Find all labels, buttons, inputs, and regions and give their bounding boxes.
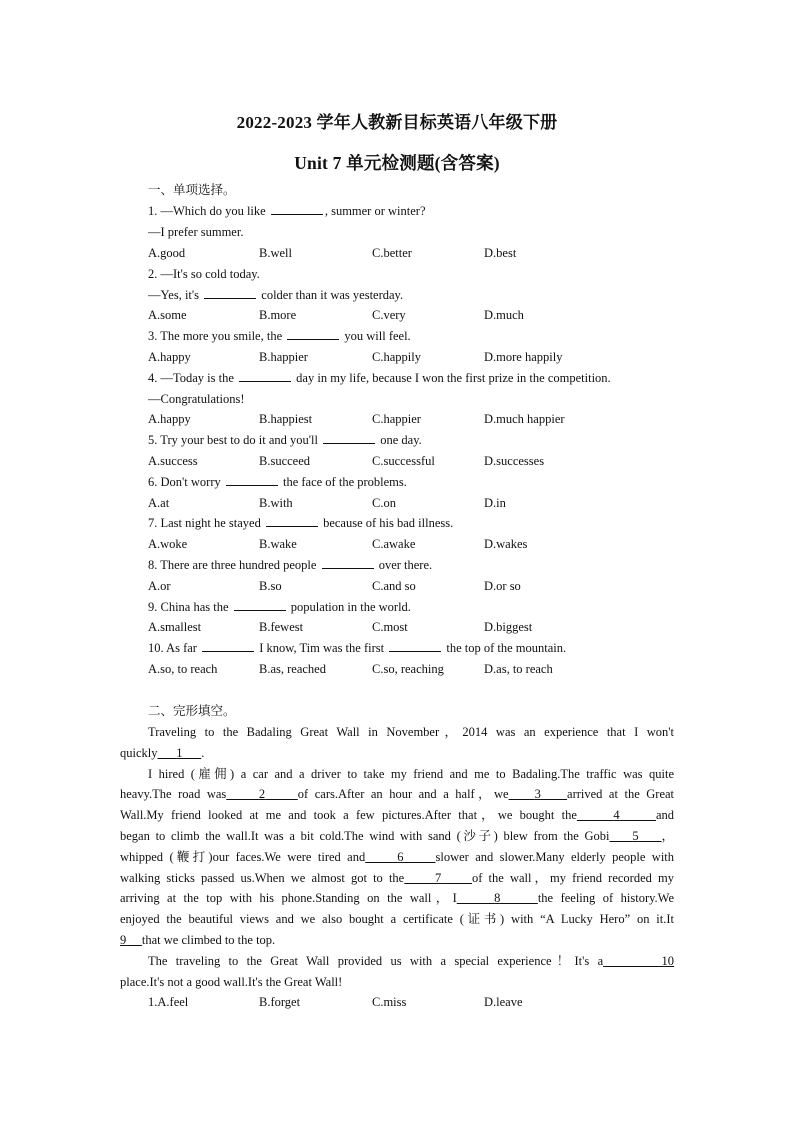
option-a: A.some	[148, 308, 187, 322]
question-reply: —I prefer summer.	[148, 225, 244, 239]
passage-line: heavy.The road was 2 of cars.After an hour and a half，we 3 arrived at the Great	[120, 787, 675, 802]
option-c: C.better	[372, 246, 412, 260]
question-stem: 1. —Which do you like , summer or winter?	[148, 204, 426, 218]
option-a: A.good	[148, 246, 186, 260]
option-c: C.happier	[372, 412, 421, 426]
passage-line: quickly 1 .	[120, 745, 205, 760]
question-options	[148, 453, 708, 469]
option-d: D.wakes	[484, 537, 528, 551]
blank-number: 10	[661, 953, 674, 968]
document-subtitle: Unit 7 单元检测题(含答案)	[294, 153, 500, 173]
blank-number: 6	[397, 849, 404, 864]
blank-number: 9	[120, 932, 127, 947]
question-stem: 9. China has the population in the world.	[148, 600, 411, 614]
option-a: A.at	[148, 496, 170, 510]
question-stem: 10. As far I know, Tim was the first the top of the mountain.	[148, 641, 567, 655]
question-stem: 3. The more you smile, the you will feel.	[148, 329, 411, 343]
option-c: C.miss	[372, 995, 407, 1009]
question-reply: —Yes, it's colder than it was yesterday.	[148, 288, 404, 302]
question-options	[148, 661, 708, 677]
question-options	[148, 578, 708, 594]
passage-line: walking sticks passed us.When we almost got to the 7 of the wall，my friend recorded my	[120, 870, 675, 885]
passage-line: I hired (雇佣) a car and a driver to take my friend and me to Badaling.The traffic was quite	[148, 766, 674, 781]
option-d: D.in	[484, 496, 506, 510]
document-title: 2022-2023 学年人教新目标英语八年级下册	[236, 113, 558, 132]
passage-line: enjoyed the beautiful views and we also bought a certificate (证书) with “A Lucky Hero” on it.It	[120, 912, 674, 927]
blank-number: 7	[434, 870, 442, 885]
option-b: B.wake	[259, 537, 297, 551]
option-a: A.so, to reach	[148, 662, 218, 676]
blank-number: 4	[613, 808, 620, 823]
option-d: D.much	[484, 308, 524, 322]
blank-number: 8	[494, 891, 501, 906]
option-c: C.happily	[372, 350, 421, 364]
option-c: C.most	[372, 620, 408, 634]
cloze-passage	[120, 722, 674, 992]
question-options	[148, 619, 708, 635]
option-b: B.succeed	[259, 454, 311, 468]
passage-line: The traveling to the Great Wall provided us with a special experience！It's a 10	[148, 953, 674, 968]
option-b: B.happiest	[259, 412, 313, 426]
option-a: A.or	[148, 579, 171, 593]
option-b: B.so	[259, 579, 282, 593]
option-a: A.happy	[148, 350, 191, 364]
option-b: B.forget	[259, 995, 301, 1009]
option-d: D.best	[484, 246, 517, 260]
blank-number: 2	[258, 787, 266, 802]
option-b: B.fewest	[259, 620, 304, 634]
option-b: B.with	[259, 496, 293, 510]
question-reply: —Congratulations!	[148, 392, 245, 406]
option-b: B.well	[259, 246, 292, 260]
option-a: A.happy	[148, 412, 191, 426]
blank-number: 1	[176, 745, 183, 760]
question-stem: 2. —It's so cold today.	[148, 267, 260, 281]
cloze-question-options	[148, 994, 708, 1010]
passage-line: Traveling to the Badaling Great Wall in November，2014 was an experience that I won't	[148, 725, 674, 739]
option-a: 1.A.feel	[148, 995, 189, 1009]
option-d: D.or so	[484, 579, 521, 593]
option-d: D.much happier	[484, 412, 565, 426]
passage-line: arriving at the top with his phone.Standing on the wall，I 8 the feeling of history.We	[120, 891, 675, 906]
option-d: D.successes	[484, 454, 545, 468]
option-c: C.very	[372, 308, 406, 322]
passage-line: Wall.My friend looked at me and took a few pictures.After that，we bought the 4 and	[120, 808, 675, 823]
option-a: A.woke	[148, 537, 188, 551]
option-a: A.smallest	[148, 620, 202, 634]
passage-line: place.It's not a good wall.It's the Great Wall!	[120, 974, 343, 989]
option-d: D.leave	[484, 995, 523, 1009]
question-options	[148, 307, 708, 323]
option-c: C.awake	[372, 537, 416, 551]
option-b: B.more	[259, 308, 297, 322]
option-d: D.biggest	[484, 620, 533, 634]
option-c: C.and so	[372, 579, 416, 593]
question-options	[148, 536, 708, 552]
section-heading-single-choice: 一、单项选择。	[148, 183, 236, 197]
question-stem: 8. There are three hundred people over there.	[148, 558, 433, 572]
question-options	[148, 411, 708, 427]
blank-number: 3	[534, 787, 541, 802]
passage-line: 9 that we climbed to the top.	[120, 932, 276, 947]
option-c: C.so, reaching	[372, 662, 444, 676]
question-stem: 5. Try your best to do it and you'll one day.	[148, 433, 422, 447]
option-b: B.as, reached	[259, 662, 326, 676]
option-a: A.success	[148, 454, 198, 468]
option-d: D.as, to reach	[484, 662, 553, 676]
option-c: C.successful	[372, 454, 435, 468]
section-heading-cloze: 二、完形填空。	[148, 704, 236, 718]
option-b: B.happier	[259, 350, 308, 364]
question-options	[148, 495, 708, 511]
question-options	[148, 349, 708, 365]
passage-line: began to climb the wall.It was a bit cold.The wind with sand (沙子) blew from the Gobi 5 ，	[120, 828, 675, 843]
option-d: D.more happily	[484, 350, 563, 364]
question-options	[148, 245, 708, 261]
question-stem: 7. Last night he stayed because of his bad illness.	[148, 516, 454, 530]
question-stem: 4. —Today is the day in my life, because I won the first prize in the competition.	[148, 371, 611, 385]
passage-line: whipped (鞭打)our faces.We were tired and 6 slower and slower.Many elderly people with	[120, 849, 675, 864]
option-c: C.on	[372, 496, 396, 510]
question-stem: 6. Don't worry the face of the problems.	[148, 475, 407, 489]
blank-number: 5	[632, 828, 639, 843]
